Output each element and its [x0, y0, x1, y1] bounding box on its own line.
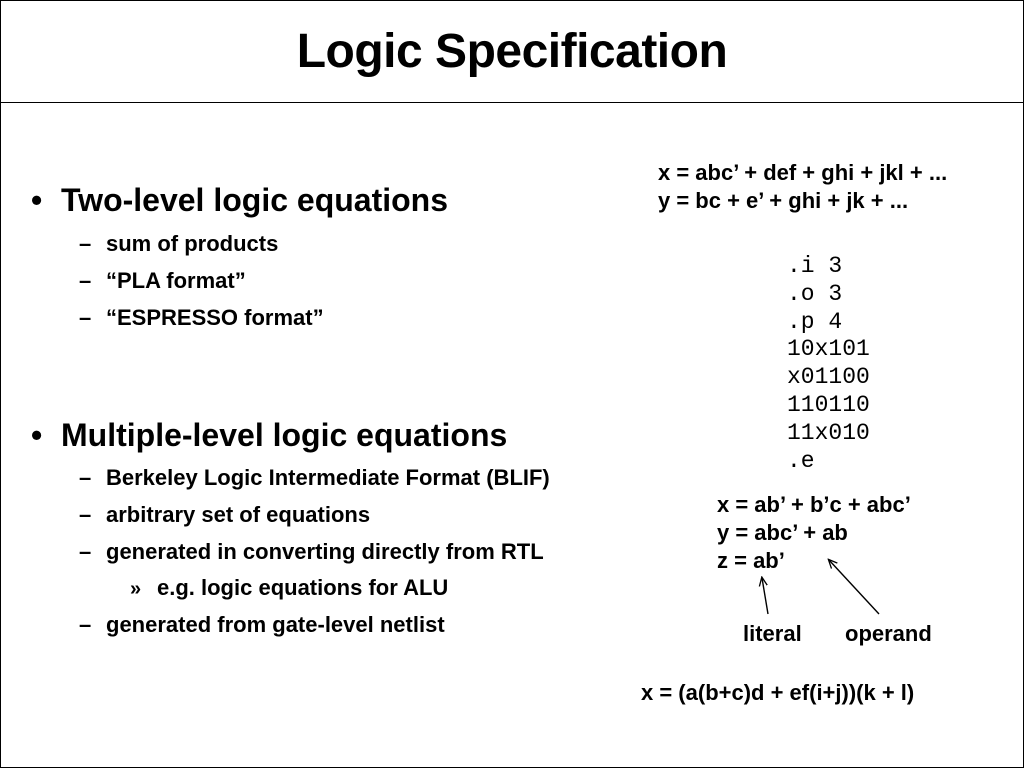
sub-item-blif: – Berkeley Logic Intermediate Format (BLIF) — [79, 465, 550, 490]
pla-line: .i 3 — [787, 253, 843, 279]
pla-line: 110110 — [787, 391, 870, 418]
sub-item-label: Berkeley Logic Intermediate Format (BLIF) — [106, 465, 550, 490]
sop-equation-x: x = abc’ + def + ghi + jkl + ... — [658, 160, 948, 185]
bullet-multi-level-label: Multiple-level logic equations — [61, 417, 508, 453]
multilevel-equation-x: x = ab’ + b’c + abc’ — [717, 492, 911, 517]
bullet-two-level-label: Two-level logic equations — [61, 182, 449, 218]
annotation-arrows — [1, 1, 1023, 767]
sub-sub-item-alu: » e.g. logic equations for ALU — [130, 575, 449, 600]
sub-item-gate-level-netlist: – generated from gate-level netlist — [79, 612, 445, 637]
sub-item-arbitrary-equations: – arbitrary set of equations — [79, 502, 371, 527]
sub-item-label: “PLA format” — [106, 268, 246, 293]
factored-equation: x = (a(b+c)d + ef(i+j))(k + l) — [641, 680, 915, 705]
pla-line: .e — [787, 447, 815, 474]
pla-line: x01100 — [787, 364, 870, 391]
pla-line: 11x010 — [787, 419, 870, 446]
pla-line: .o 3 — [787, 280, 843, 307]
bullet-dot: • — [31, 417, 43, 453]
sub-item-label: sum of products — [106, 231, 279, 256]
bullet-dot: • — [31, 182, 43, 218]
sub-item-espresso-format: – “ESPRESSO format” — [79, 305, 324, 330]
multilevel-equation-z: z = ab’ — [717, 548, 785, 573]
multilevel-equation-y: y = abc’ + ab — [717, 520, 848, 545]
sub-item-from-rtl: – generated in converting directly from RTL — [79, 539, 544, 564]
sub-sub-item-label: e.g. logic equations for ALU — [157, 575, 449, 600]
literal-arrow — [762, 578, 768, 614]
sub-item-pla-format: – “PLA format” — [79, 268, 246, 293]
pla-line: 10x101 — [787, 336, 870, 363]
sub-item-label: “ESPRESSO format” — [106, 305, 324, 330]
operand-arrow — [829, 560, 879, 614]
sub-item-sum-of-products: – sum of products — [79, 231, 279, 256]
sop-equation-y: y = bc + e’ + ghi + jk + ... — [658, 188, 909, 213]
sub-item-label: generated in converting directly from RTL — [106, 539, 544, 564]
pla-line: .p 4 — [787, 308, 843, 335]
literal-label: literal — [743, 621, 802, 646]
operand-label: operand — [845, 621, 932, 646]
slide-title: Logic Specification — [296, 25, 728, 78]
sub-item-label: arbitrary set of equations — [106, 502, 371, 527]
sub-item-label: generated from gate-level netlist — [106, 612, 445, 637]
